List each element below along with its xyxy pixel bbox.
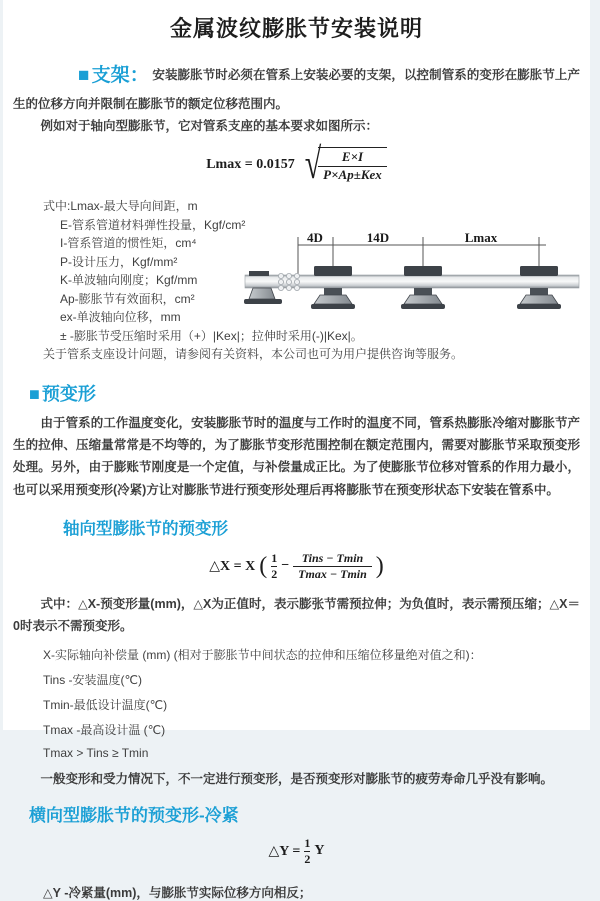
definition-item: Ap-膨胀节有效面积，cm² — [60, 291, 195, 306]
definition-item: I-管系管道的惯性矩，cm⁴ — [60, 236, 197, 251]
formula-delta-x: △X = X ( $\frac{1}{2}$ − $\frac{\text{Tins − Tmin}}{Tmax - Tmin}$ ) — [209, 550, 384, 581]
definition-item: K-单波轴向刚度；Kgf/mm — [60, 273, 198, 288]
temperature-fraction — [293, 551, 372, 582]
lateral-note: △Y -冷紧量(mm)，与膨胀节实际位移方向相反； — [43, 885, 312, 900]
dim-label-4d: 4D — [307, 230, 323, 246]
formula-lmax — [3, 140, 590, 189]
temperature-fraction-denominator: Tmax − Tmin — [293, 566, 372, 582]
axial-note: 一般变形和受力情况下，不一定进行预变形，是否预变形对膨胀节的疲劳寿命几乎没有影响。 — [40, 771, 554, 786]
temp-line-tins: Tins -安装温度(℃) — [43, 672, 143, 687]
support-section — [13, 59, 580, 115]
radical-icon: √ $\frac{E\times I}{\text{P×Ap±Kex}}$ — [305, 147, 387, 183]
preform-heading-label: 预变形 — [41, 383, 96, 404]
formula-delta-y-rhs: Y — [314, 843, 325, 859]
definition-item: ± -膨胀节受压缩时采用（+）|Kex|；拉伸时采用(-)|Kex|。 — [60, 328, 363, 343]
bellows-icon — [278, 274, 299, 291]
square-bullet-icon: ■ — [29, 383, 40, 404]
page-title: 金属波纹膨胀节安装说明 — [169, 16, 423, 41]
half-fraction: $\frac{1}{2}$ — [304, 835, 311, 866]
formula-delta-x-lhs: △X = X — [209, 558, 256, 574]
pipe-support-diagram-svg — [241, 229, 596, 329]
formula-lmax-fraction — [318, 149, 387, 183]
formula-delta-y-lhs: △Y = — [268, 843, 301, 859]
document-page — [3, 0, 590, 900]
support-heading — [46, 65, 149, 86]
preform-heading — [29, 380, 590, 406]
where-line: 式中:Lmax-最大导向间距，m — [43, 199, 198, 214]
preform-body: 由于管系的工作温度变化，安装膨胀节时的温度与工作时的温度不同，管系热膨胀冷缩对膨胀节产生的拉伸、压缩量常常是不均等的，为了膨胀节变形范围控制在额定范围内，需要对膨胀节采取预变形处理。另外，由于膨账节刚度是一个定值，与补偿量成正比。为了使膨胀节位移对管系的作用力最小，也可以采用预变形(冷紧)方让对膨胀节进行预变形处理后再将膨胀节在预变形状态下安装在管系中。 — [13, 415, 580, 497]
definition-item: P-设计压力，Kgf/mm² — [60, 254, 178, 269]
lateral-preform-heading: 横向型膨胀节的预变形-冷紧 — [29, 805, 239, 825]
axial-x-line: X-实际轴向补偿量 (mm) (相对于膨胀节中间状态的拉伸和压缩位移量绝对值之和)： — [43, 647, 482, 662]
half-fraction: $\frac{1}{2}$ — [271, 550, 278, 581]
formula-lmax-numerator: E×I — [341, 149, 364, 165]
minus-sign: − — [281, 558, 290, 574]
square-bullet-icon: ■ — [78, 65, 90, 86]
temperature-fraction-numerator: Tins − Tmin — [301, 550, 364, 565]
formula-lmax-lhs: Lmax = 0.0157 — [206, 157, 295, 173]
support-intro-text: 安装膨胀节时必须在管系上安装必要的支架，以控制管系的变形在膨胀节上产生的位移方向并限制在膨胀节的额定位移范围内。 — [13, 68, 580, 111]
temp-relation-line: Tmax > Tins ≥ Tmin — [43, 745, 149, 760]
support-example-line: 例如对于轴向型膨胀节，它对管系支座的基本要求如图所示： — [40, 119, 379, 134]
dim-label-lmax: Lmax — [464, 230, 498, 246]
axial-explain: 式中：△X-预变形量(mm)，△X为正值时，表示膨张节需预拉伸；为负值时，表示需预压缩；△X＝0时表示不需预变形。 — [13, 596, 580, 633]
dim-label-14d: 14D — [366, 230, 390, 246]
temp-line-tmax: Tmax -最高设计温 (℃) — [43, 722, 166, 737]
formula-lmax-denominator: P×Ap±Kex — [318, 166, 387, 183]
pipe-support-diagram — [241, 229, 596, 329]
support-note-line: 关于管系支座设计问题，请参阅有关资料，本公司也可为用户提供咨询等服务。 — [43, 347, 464, 362]
formula-delta-y — [3, 836, 590, 867]
definition-item: ex-单波轴向位移，mm — [60, 310, 181, 325]
definition-item: E-管系管道材料弹性投量，Kgf/cm² — [60, 217, 246, 232]
definitions-and-diagram — [3, 197, 590, 364]
support-heading-label: 支架： — [91, 65, 149, 86]
axial-preform-heading: 轴向型膨胀节的预变形 — [63, 519, 228, 538]
temp-line-tmin: Tmin-最低设计温度(℃) — [43, 697, 168, 712]
